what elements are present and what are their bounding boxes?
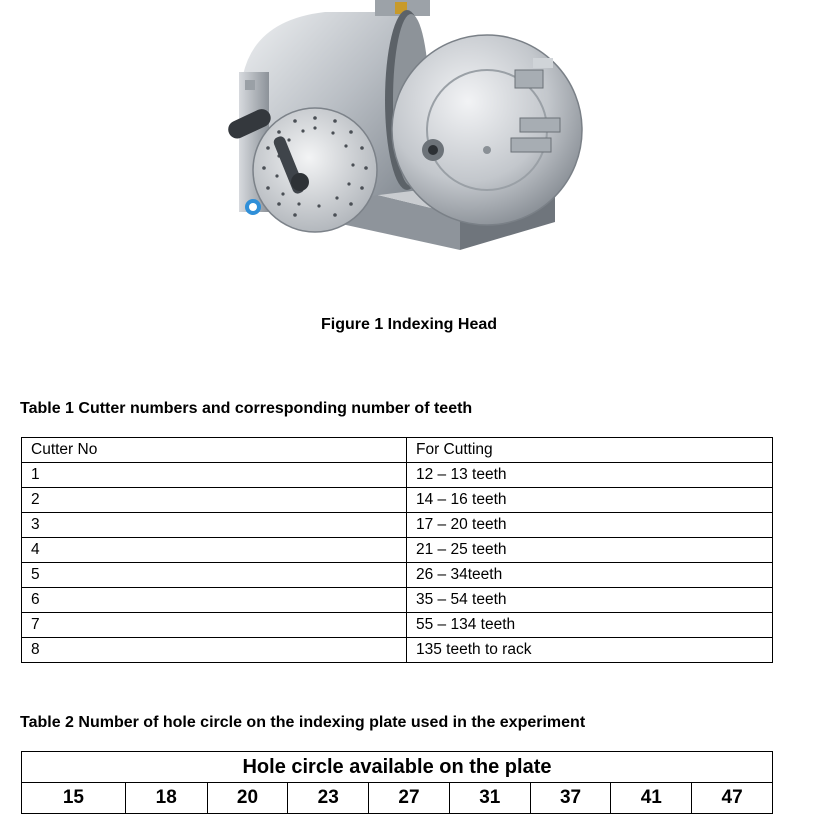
cutter-no-cell: 2 bbox=[22, 488, 407, 513]
teeth-range-cell: 12 – 13 teeth bbox=[407, 463, 773, 488]
hole-circle-cell: 20 bbox=[207, 783, 288, 814]
table-row bbox=[22, 563, 773, 588]
table-row bbox=[22, 613, 773, 638]
cutter-no-cell: 4 bbox=[22, 538, 407, 563]
table-row bbox=[22, 638, 773, 663]
hole-circle-cell: 18 bbox=[125, 783, 207, 814]
cutter-table bbox=[21, 437, 773, 663]
hole-circle-cell: 41 bbox=[611, 783, 692, 814]
teeth-range-cell: 21 – 25 teeth bbox=[407, 538, 773, 563]
table1-caption: Table 1 Cutter numbers and corresponding number of teeth bbox=[20, 400, 473, 417]
teeth-range-cell: 14 – 16 teeth bbox=[407, 488, 773, 513]
hole-circle-cell: 15 bbox=[22, 783, 126, 814]
teeth-range-cell: 55 – 134 teeth bbox=[407, 613, 773, 638]
hole-circle-cell: 23 bbox=[288, 783, 369, 814]
cutter-no-cell: 5 bbox=[22, 563, 407, 588]
hole-circle-cell: 47 bbox=[692, 783, 773, 814]
hole-circle-cell: 37 bbox=[530, 783, 611, 814]
cutter-no-cell: 7 bbox=[22, 613, 407, 638]
teeth-range-cell: 26 – 34teeth bbox=[407, 563, 773, 588]
header-for-cutting: For Cutting bbox=[407, 438, 773, 463]
teeth-range-cell: 35 – 54 teeth bbox=[407, 588, 773, 613]
indexing-head-figure bbox=[215, 0, 585, 255]
table-row bbox=[22, 588, 773, 613]
table-header-row bbox=[22, 438, 773, 463]
table-header-row bbox=[22, 752, 773, 783]
table-row bbox=[22, 463, 773, 488]
table-row bbox=[22, 783, 773, 814]
table-row bbox=[22, 513, 773, 538]
cutter-no-cell: 8 bbox=[22, 638, 407, 663]
table2-caption: Table 2 Number of hole circle on the indexing plate used in the experiment bbox=[20, 714, 586, 731]
hole-circle-cell: 31 bbox=[449, 783, 530, 814]
cutter-no-cell: 3 bbox=[22, 513, 407, 538]
cutter-no-cell: 1 bbox=[22, 463, 407, 488]
cutter-no-cell: 6 bbox=[22, 588, 407, 613]
figure-caption: Figure 1 Indexing Head bbox=[320, 316, 498, 333]
indexing-head-illustration bbox=[215, 0, 585, 255]
table-row bbox=[22, 488, 773, 513]
hole-circle-table bbox=[21, 751, 773, 814]
hole-circle-header: Hole circle available on the plate bbox=[22, 752, 773, 783]
teeth-range-cell: 17 – 20 teeth bbox=[407, 513, 773, 538]
teeth-range-cell: 135 teeth to rack bbox=[407, 638, 773, 663]
table-row bbox=[22, 538, 773, 563]
hole-circle-cell: 27 bbox=[369, 783, 450, 814]
header-cutter-no: Cutter No bbox=[22, 438, 407, 463]
